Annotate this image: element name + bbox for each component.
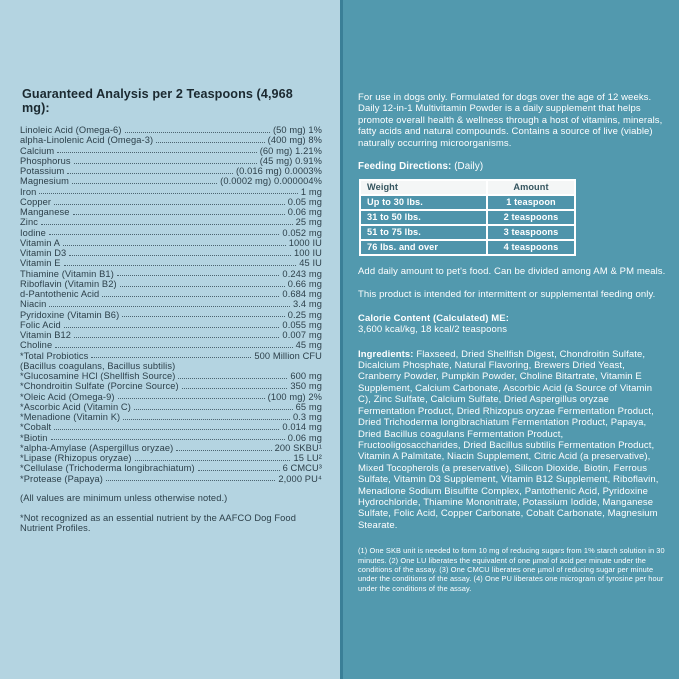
dotted-leader [102,296,279,297]
analysis-row [20,330,322,340]
analysis-row [20,125,322,135]
analysis-nutrient-value: 0.014 mg [282,422,322,433]
calorie-content-value: 3,600 kcal/kg, 18 kcal/2 teaspoons [358,324,508,336]
weight-cell: 31 to 50 lbs. [360,210,487,225]
analysis-nutrient-name: Linoleic Acid (Omega-6) [20,125,122,135]
analysis-nutrient-name: Folic Acid [20,319,61,330]
analysis-nutrient-value: 0.05 mg [287,196,322,207]
analysis-nutrient-name: Magnesium [20,176,69,187]
analysis-row [20,258,322,268]
dotted-leader [55,347,292,348]
dotted-leader [72,183,217,184]
analysis-row [20,310,322,320]
analysis-nutrient-name: alpha-Linolenic Acid (Omega-3) [20,135,154,146]
analysis-nutrient-value: 0.06 mg [287,207,322,217]
dotted-leader [49,234,279,235]
analysis-row [20,453,322,463]
analysis-nutrient-name: Vitamin B12 [20,330,72,340]
analysis-nutrient-name: Vitamin E [20,258,61,269]
analysis-nutrient-value: 0.684 mg [282,289,322,299]
analysis-nutrient-name: *Lipase (Rhizopus oryzae) [20,453,132,463]
dotted-leader [51,439,285,440]
amount-cell: 1 teaspoon [487,195,575,210]
guaranteed-analysis-title: Guaranteed Analysis per 2 Teaspoons (4,968 mg): [22,87,293,115]
analysis-nutrient-value: 2,000 PU⁴ [278,473,322,484]
analysis-row [20,463,322,473]
dotted-leader [54,204,285,205]
analysis-row [20,176,322,186]
feeding-table-row [360,210,575,225]
dotted-leader [63,245,286,246]
analysis-row [20,166,322,176]
analysis-row [20,412,322,422]
analysis-nutrient-value: 0.66 mg [287,278,322,289]
analysis-nutrient-name: *Cellulase (Trichoderma longibrachiatum) [20,463,195,474]
weight-cell: 51 to 75 lbs. [360,225,487,240]
dotted-leader [134,409,293,410]
analysis-nutrient-name: d-Pantothenic Acid [20,289,100,299]
dotted-leader [74,337,279,338]
guaranteed-analysis-list [20,125,322,484]
amount-column-header: Amount [487,180,575,195]
amount-cell: 2 teaspoons [487,210,575,225]
analysis-nutrient-name: Zinc [20,217,38,228]
dotted-leader [64,265,297,266]
analysis-nutrient-value: (400 mg) 8% [267,135,322,146]
amount-cell: 3 teaspoons [487,225,575,240]
dotted-leader [176,450,271,451]
analysis-nutrient-value: 45 mg [295,340,322,351]
dotted-leader [125,132,270,133]
feeding-directions-table [359,179,576,256]
dotted-leader [118,398,265,399]
aafco-note: *Not recognized as an essential nutrient by the AAFCO Dog Food Nutrient Profiles. [20,512,296,534]
analysis-nutrient-value: 0.243 mg [282,268,322,279]
analysis-nutrient-value: 200 SKBU¹ [274,442,322,453]
analysis-row [20,187,322,197]
directions-panel [340,0,679,679]
analysis-nutrient-name: Calcium [20,145,55,156]
dotted-leader [91,357,251,358]
analysis-nutrient-name: Riboflavin (Vitamin B2) [20,278,117,289]
dotted-leader [67,173,233,174]
ingredients-text: Flaxseed, Dried Shellfish Digest, Chondroitin Sulfate, Dicalcium Phosphate, Natural Flavoring, Brewers Dried Yeast, Cranberry Powder, Pumpkin Powder, Choline Bitartrate, Vitamin E Supplement, Calcium Carbonate, Ascorbic Acid (a Source of Vitamin C), Zinc Sulfate, Calcium Sulfate, Dried Aspergillus oryzae Fermentation Product, Dried Rhizopus oryzae Fermentation Product, Dried Trichoderma longibrachiatum Fermentation Product, Papaya, Dried Bacillus coagulans Fermentation Product, Fructooligosaccharides, Dried Bacillus subtilis Fermentation Product, Vitamin A Palmitate, Niacin Supplement, Citric Acid (a preservative), Mixed Tocopherols (a preservative), Silicon Dioxide, Biotin, Ferrous Sulfate, Vitamin D3 Supplement, Vitamin B12 Supplement, Riboflavin, Menadione Sodium Bisulfite Complex, Pantothenic Acid, Pyridoxine Hydrochloride, Thiamine Mononitrate, Potassium Iodide, Manganese Sulfate, Folic Acid, Copper Carbonate, Cobalt Carbonate, Magnesium Stearate. [358,348,659,531]
analysis-row [20,289,322,299]
analysis-nutrient-name: Iodine [20,227,46,238]
feeding-table-body [360,195,575,255]
analysis-nutrient-value: 0.25 mg [287,309,322,320]
analysis-row [20,197,322,207]
analysis-nutrient-value: 15 LU² [293,453,322,463]
dotted-leader [54,429,279,430]
analysis-row [20,422,322,432]
analysis-row [20,474,322,484]
minimum-values-note: (All values are minimum unless otherwise noted.) [20,492,228,503]
dotted-leader [73,214,285,215]
analysis-row [20,351,322,361]
analysis-nutrient-value: 0.3 mg [292,412,322,422]
analysis-nutrient-value: 65 mg [295,401,322,412]
analysis-nutrient-name: *Cobalt [20,422,52,433]
analysis-row [20,371,322,381]
analysis-row [20,299,322,309]
analysis-nutrient-name: *Total Probiotics [20,350,89,361]
analysis-row [20,392,322,402]
ingredients-label: Ingredients: [358,348,414,360]
analysis-nutrient-value: 350 mg [290,381,322,392]
analysis-nutrient-name: Potassium [20,166,65,176]
analysis-nutrient-value: 0.052 mg [282,227,322,238]
weight-cell: 76 lbs. and over [360,240,487,255]
analysis-nutrient-name: Vitamin D3 [20,248,67,258]
dotted-leader [39,193,298,194]
enzyme-unit-footnotes: (1) One SKB unit is needed to form 10 mg of reducing sugars from 1% starch solution in 30 minutes. (2) One LU liberates the equivalent of one µmol of acid per minute under the conditions of the assay. (3) One CMCU liberates one µmol of reducing sugar per minute under the conditions of the assay. (4) One PU liberates one microgram of tyrosine per hour under the conditions of the assay. [358,546,665,593]
analysis-nutrient-value: (0.0002 mg) 0.000004% [220,176,322,187]
dotted-leader [178,378,287,379]
intermittent-feeding-note: This product is intended for intermittent or supplemental feeding only. [358,289,656,301]
analysis-row [20,207,322,217]
feeding-table-header-row [360,180,575,195]
dotted-leader [69,255,291,256]
analysis-row [20,135,322,145]
analysis-nutrient-value: (50 mg) 1% [272,125,322,135]
analysis-row [20,248,322,258]
usage-description: For use in dogs only. Formulated for dogs over the age of 12 weeks. Daily 12-in-1 Multivitamin Powder is a daily supplement that helps promote overall health & wellness through a host of vitamins, minerals, fatty acids and natural compounds. Contains a source of live (viable) naturally occurring microorganisms. [358,92,663,149]
dotted-leader [106,480,275,481]
analysis-nutrient-value: 25 mg [295,217,322,228]
analysis-nutrient-name: *Ascorbic Acid (Vitamin C) [20,401,131,412]
dotted-leader [182,388,288,389]
weight-cell: Up to 30 lbs. [360,195,487,210]
analysis-nutrient-value: 600 mg [290,371,322,381]
feeding-table-row [360,240,575,255]
analysis-nutrient-value: 0.06 mg [287,432,322,443]
analysis-row [20,443,322,453]
feeding-directions-heading-suffix: (Daily) [454,161,484,173]
analysis-nutrient-name: Niacin [20,299,47,310]
analysis-sublabel: (Bacillus coagulans, Bacillus subtilis) [20,360,176,371]
analysis-nutrient-name: Copper [20,196,52,207]
analysis-nutrient-value: 45 IU [299,258,322,269]
analysis-nutrient-name: Manganese [20,207,70,217]
dotted-leader [74,163,257,164]
dotted-leader [117,275,280,276]
dotted-leader [41,224,293,225]
analysis-nutrient-value: 3.4 mg [292,299,322,310]
calorie-content-heading: Calorie Content (Calculated) ME: [358,312,509,324]
analysis-nutrient-name: Choline [20,340,53,351]
analysis-row [20,217,322,227]
analysis-nutrient-value: 100 IU [294,248,322,258]
dotted-leader [198,470,280,471]
analysis-row [20,340,322,350]
analysis-nutrient-name: *Glucosamine HCl (Shellfish Source) [20,371,176,381]
add-to-food-note: Add daily amount to pet's food. Can be divided among AM & PM meals. [358,266,666,278]
dotted-leader [156,142,264,143]
analysis-nutrient-value: 0.007 mg [282,330,322,340]
analysis-nutrient-name: Vitamin A [20,237,61,248]
feeding-directions-heading-bold: Feeding Directions: [358,161,452,173]
analysis-row [20,381,322,391]
analysis-row [20,238,322,248]
weight-column-header: Weight [360,180,487,195]
analysis-nutrient-value: (100 mg) 2% [267,391,322,402]
analysis-nutrient-value: 6 CMCU³ [282,463,322,474]
analysis-nutrient-name: Thiamine (Vitamin B1) [20,268,114,279]
feeding-table-row [360,225,575,240]
feeding-table-row [360,195,575,210]
amount-cell: 4 teaspoons [487,240,575,255]
ingredients-block [358,349,666,532]
analysis-nutrient-name: *alpha-Amylase (Aspergillus oryzae) [20,442,174,453]
analysis-nutrient-name: *Protease (Papaya) [20,473,103,484]
feeding-directions-heading [358,161,666,172]
analysis-row [20,279,322,289]
dotted-leader [135,460,291,461]
dotted-leader [57,152,256,153]
analysis-nutrient-value: (45 mg) 0.91% [259,155,322,166]
analysis-row [20,402,322,412]
analysis-nutrient-name: *Oleic Acid (Omega-9) [20,391,115,402]
dotted-leader [64,327,280,328]
analysis-nutrient-name: Phosphorus [20,155,71,166]
analysis-nutrient-name: *Chondroitin Sulfate (Porcine Source) [20,381,179,392]
dotted-leader [123,419,290,420]
analysis-nutrient-value: 1000 IU [288,237,322,248]
analysis-row [20,156,322,166]
analysis-row [20,320,322,330]
analysis-row [20,228,322,238]
analysis-nutrient-value: (0.016 mg) 0.0003% [235,166,322,176]
calorie-content-block [358,313,666,336]
analysis-nutrient-name: *Menadione (Vitamin K) [20,412,121,422]
analysis-nutrient-value: (60 mg) 1.21% [259,145,322,156]
feeding-table-head [360,180,575,195]
analysis-nutrient-name: Pyridoxine (Vitamin B6) [20,309,120,320]
analysis-row [20,433,322,443]
analysis-row [20,146,322,156]
dotted-leader [49,306,290,307]
analysis-nutrient-value: 500 Million CFU [254,350,322,361]
analysis-nutrient-name: Iron [20,186,37,197]
dotted-leader [120,286,285,287]
analysis-row [20,269,322,279]
dotted-leader [122,316,284,317]
analysis-nutrient-name: *Biotin [20,432,48,443]
analysis-nutrient-value: 0.055 mg [282,319,322,330]
analysis-nutrient-value: 1 mg [300,186,322,197]
